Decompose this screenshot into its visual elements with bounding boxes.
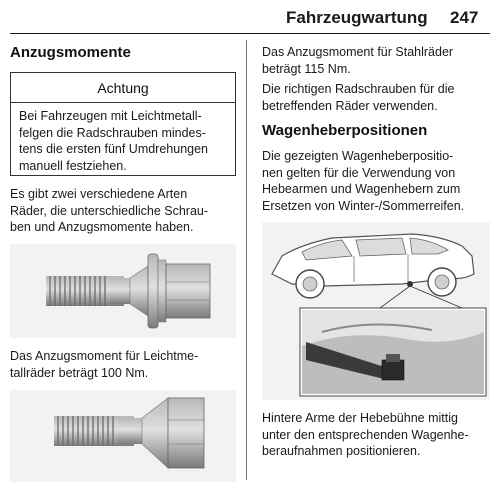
text-line: Es gibt zwei verschiedene Arten — [10, 187, 188, 201]
section-title-torque: Anzugsmomente — [10, 44, 131, 61]
wheel-bolt-figure-1 — [10, 244, 236, 338]
paragraph-jack-info — [262, 148, 494, 214]
page-number: 247 — [450, 8, 479, 27]
text-line: Die gezeigten Wagenheberpositio- — [262, 149, 454, 163]
text-line: nen gelten für die Verwendung von — [262, 165, 456, 180]
caution-line: tens die ersten fünf Umdrehungen — [19, 142, 209, 156]
text-line: Hintere Arme der Hebebühne mittig — [262, 411, 458, 425]
text-line: ben und Anzugsmomente haben. — [10, 220, 194, 234]
paragraph-wheel-types — [10, 186, 244, 236]
text-line: Hebearmen und Wagenhebern zum — [262, 182, 461, 196]
caution-heading: Achtung — [11, 73, 235, 103]
text-line: unter den entsprechenden Wagenhe- — [262, 427, 469, 442]
paragraph-steel-torque — [262, 44, 494, 77]
caution-box — [10, 72, 236, 176]
alloy-wheel-bolt-illustration — [10, 390, 236, 482]
text-line: Das Anzugsmoment für Stahlräder — [262, 45, 454, 59]
text-line: Die richtigen Radschrauben für die — [262, 82, 455, 96]
text-line: Ersetzen von Winter-/Sommerreifen. — [262, 198, 465, 213]
text-line: tallräder beträgt 100 Nm. — [10, 365, 149, 380]
header-rule — [10, 33, 490, 34]
column-divider — [246, 40, 247, 480]
caution-line: Bei Fahrzeugen mit Leichtmetall- — [19, 109, 202, 123]
text-line: beträgt 115 Nm. — [262, 61, 351, 76]
paragraph-lift-arms — [262, 410, 494, 460]
car-jack-illustration — [262, 222, 490, 400]
page-header-title: Fahrzeugwartung — [286, 8, 428, 27]
section-title-jack-positions: Wagenheberpositionen — [262, 122, 428, 139]
text-line: Räder, die unterschiedliche Schrau- — [10, 203, 209, 218]
caution-line: felgen die Radschrauben mindes- — [19, 125, 206, 140]
caution-text — [11, 103, 235, 174]
text-line: Das Anzugsmoment für Leichtme- — [10, 349, 199, 363]
jack-position-figure — [262, 222, 490, 400]
wheel-bolt-figure-2 — [10, 390, 236, 482]
paragraph-alloy-torque — [10, 348, 244, 381]
text-line: betreffenden Räder verwenden. — [262, 98, 438, 113]
caution-line: manuell festziehen. — [19, 158, 127, 173]
wheel-bolt-illustration — [10, 244, 236, 338]
paragraph-correct-bolts — [262, 81, 494, 114]
text-line: beraufnahmen positionieren. — [262, 444, 421, 458]
